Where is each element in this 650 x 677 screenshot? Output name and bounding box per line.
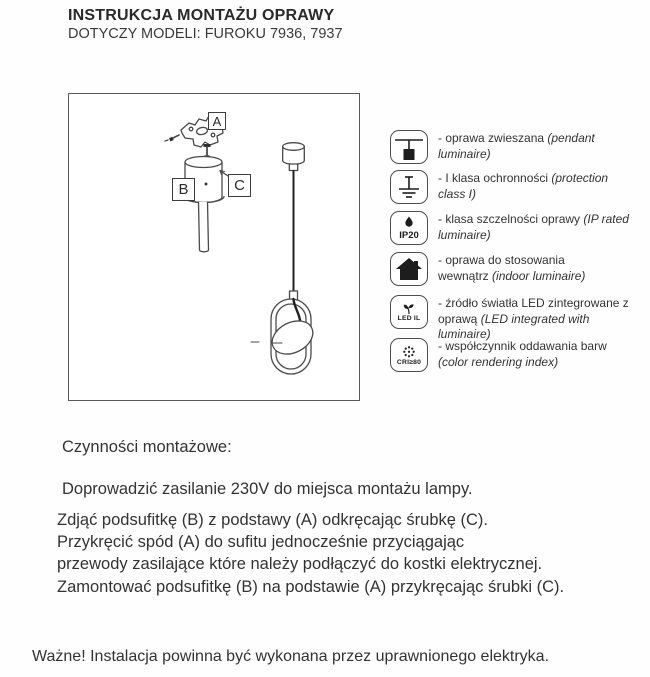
pendant-lamp-drawing <box>251 143 318 374</box>
page-title: INSTRUKCJA MONTAŻU OPRAWY <box>68 7 335 24</box>
pendant-luminaire-icon <box>390 130 428 164</box>
protection-class-1-icon <box>390 170 428 204</box>
led-badge: LED IL <box>397 315 421 323</box>
indoor-luminaire-icon <box>390 252 428 286</box>
step-line: Zdjąć podsufitkę (B) z podstawy (A) odkręcając śrubkę (C). <box>57 511 488 529</box>
cri-badge: CRI≥80 <box>396 358 422 366</box>
part-label-a: A <box>208 112 226 130</box>
step-line: Przykręcić spód (A) do sufitu jednocześnie przyciągając <box>57 533 465 552</box>
ip-badge: IP20 <box>399 230 419 242</box>
part-label-b: B <box>172 178 195 201</box>
legend-label: - I klasa ochronności (protection class I) <box>438 171 609 201</box>
legend-row-indoor <box>390 252 608 286</box>
step-line: przewody zasilające które należy podłączyć do kostki elektrycznej. <box>57 555 543 574</box>
step-line: Zamontować podsufitkę (B) na podstawie (A) przykręcając śrubki (C). <box>57 577 565 596</box>
lamp-drawing <box>69 94 359 400</box>
canopy-drawing <box>183 157 228 252</box>
cri-icon <box>390 338 428 372</box>
part-label-c: C <box>228 174 251 197</box>
legend-row-class1 <box>390 170 638 204</box>
legend-label: - klasa szczelności oprawy (IP rated luminaire) <box>438 212 629 242</box>
legend-row-cri <box>390 338 638 372</box>
legend-row-pendant <box>390 130 638 164</box>
assembly-diagram <box>68 93 360 401</box>
mounting-steps <box>57 509 564 598</box>
legend-label: - źródło światła LED zintegrowane z oprawą (LED integrated with luminaire) <box>438 296 629 341</box>
section-heading: Czynności montażowe: <box>62 438 232 456</box>
led-integrated-icon <box>390 295 428 329</box>
legend-row-ip <box>390 211 638 245</box>
page-subtitle: DOTYCZY MODELI: FUROKU 7936, 7937 <box>68 26 343 42</box>
legend-label: - oprawa zwieszana (pendant luminaire) <box>438 131 595 161</box>
legend-label: - współczynnik oddawania barw (color rendering index) <box>438 339 607 369</box>
legend-row-led <box>390 295 638 343</box>
ip-rating-icon <box>390 211 428 245</box>
warning-note: Ważne! Instalacja powinna być wykonana przez uprawnionego elektryka. <box>32 648 550 665</box>
step-power-supply: Doprowadzić zasilanie 230V do miejsca montażu lampy. <box>62 480 473 498</box>
legend-label: - oprawa do stosowania wewnątrz (indoor luminaire) <box>438 253 586 283</box>
